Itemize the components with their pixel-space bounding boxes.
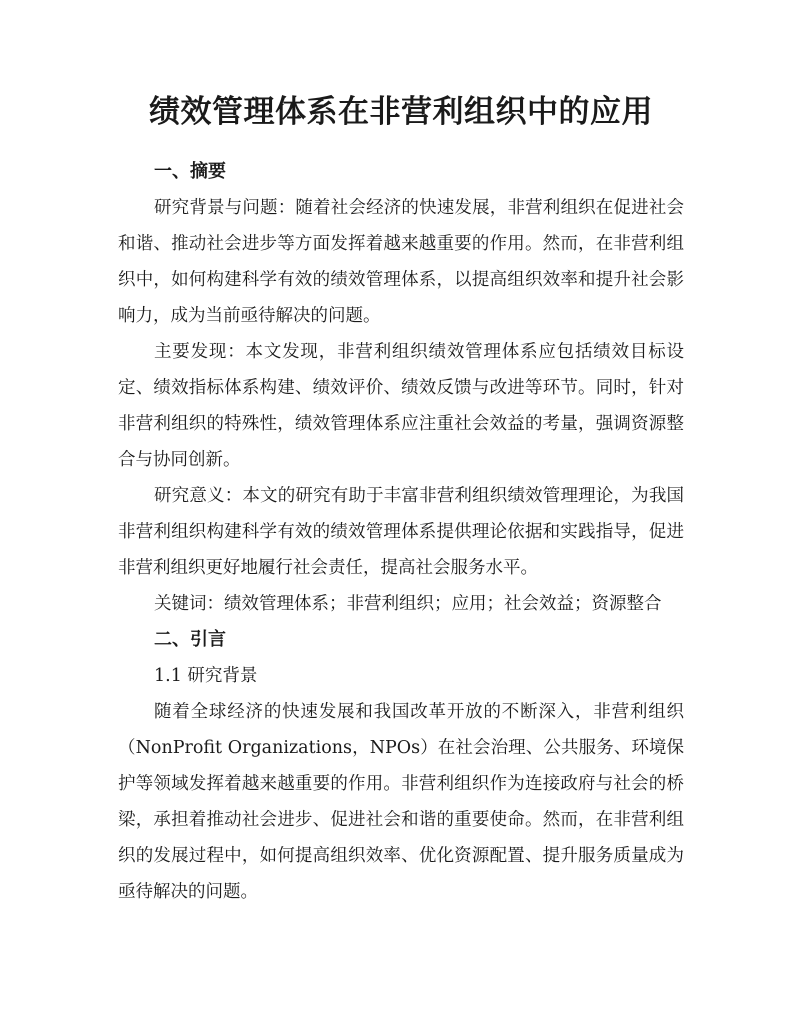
abstract-background-paragraph: 研究背景与问题：随着社会经济的快速发展，非营利组织在促进社会和谐、推动社会进步等方面发挥着越来越重要的作用。然而，在非营利组织中，如何构建科学有效的绩效管理体系，以提高组织效率和提升社会影响力，成为当前亟待解决的问题。 (118, 198, 684, 326)
introduction-paragraph: 随着全球经济的快速发展和我国改革开放的不断深入，非营利组织（NonProfit Organizations，NPOs）在社会治理、公共服务、环境保护等领域发挥着越来越重要的作用。非营利组织作为连接政府与社会的桥梁，承担着推动社会进步、促进社会和谐的重要使命。然而，在非营利组织的发展过程中，如何提高组织效率、优化资源配置、提升服务质量成为亟待解决的问题。 (118, 702, 684, 902)
title-spacer (118, 132, 684, 154)
section-heading-introduction: 二、引言 (154, 629, 226, 650)
abstract-findings-paragraph: 主要发现：本文发现，非营利组织绩效管理体系应包括绩效目标设定、绩效指标体系构建、绩效评价、绩效反馈与改进等环节。同时，针对非营利组织的特殊性，绩效管理体系应注重社会效益的考量，强调资源整合与协同创新。 (118, 342, 684, 470)
section-heading-abstract: 一、摘要 (154, 161, 226, 182)
document-title: 绩效管理体系在非营利组织中的应用 (149, 94, 653, 130)
abstract-significance-paragraph: 研究意义：本文的研究有助于丰富非营利组织绩效管理理论，为我国非营利组织构建科学有效的绩效管理体系提供理论依据和实践指导，促进非营利组织更好地履行社会责任，提高社会服务水平。 (118, 486, 684, 578)
subsection-heading-research-background: 1.1 研究背景 (154, 666, 258, 686)
document-page (118, 92, 684, 910)
keywords-paragraph: 关键词：绩效管理体系；非营利组织；应用；社会效益；资源整合 (154, 594, 662, 614)
